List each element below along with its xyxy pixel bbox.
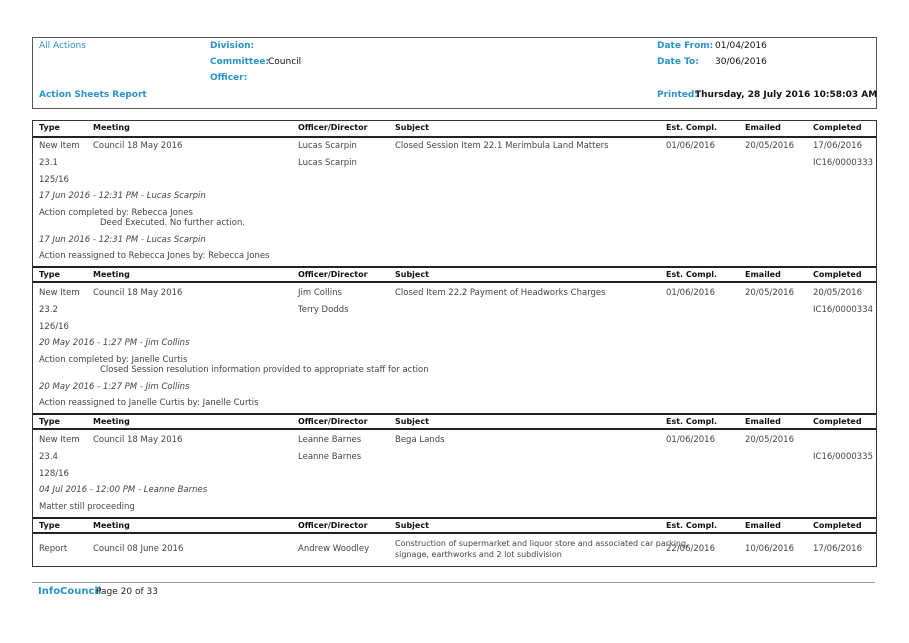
report-title: Action Sheets Report: [39, 90, 147, 100]
col-completed: Completed: [813, 417, 862, 426]
actions-table: [32, 120, 877, 567]
cell-subject: Bega Lands: [395, 435, 445, 445]
note-timestamp: 04 Jul 2016 - 12:00 PM - Leanne Barnes: [39, 485, 208, 495]
table-header-row: [33, 121, 876, 138]
cell-emailed: 10/06/2016: [745, 544, 794, 554]
cell-completed: 17/06/2016: [813, 544, 862, 554]
cell-subject-continued: signage, earthworks and 2 lot subdivision: [395, 550, 562, 559]
col-meeting: Meeting: [93, 417, 130, 426]
cell-type: New Item: [39, 288, 80, 298]
col-meeting: Meeting: [93, 270, 130, 279]
cell-officer-director: Lucas Scarpin: [298, 158, 357, 168]
all-actions-label: All Actions: [39, 41, 86, 51]
col-emailed: Emailed: [745, 123, 781, 132]
date-from-label: Date From:: [657, 41, 714, 51]
division-label: Division:: [210, 41, 255, 51]
cell-meeting: Council 08 June 2016: [93, 544, 184, 554]
col-type: Type: [39, 270, 60, 279]
note-timestamp: 17 Jun 2016 - 12:31 PM - Lucas Scarpin: [39, 191, 206, 201]
cell-est: 22/06/2016: [666, 544, 715, 554]
col-subject: Subject: [395, 123, 429, 132]
cell-officer: Leanne Barnes: [298, 435, 362, 445]
col-subject: Subject: [395, 270, 429, 279]
col-type: Type: [39, 521, 60, 530]
table-header-row: [33, 266, 876, 283]
printed-label: Printed:: [657, 90, 698, 100]
col-officer: Officer/Director: [298, 521, 368, 530]
cell-type: New Item: [39, 435, 80, 445]
col-est: Est. Compl.: [666, 270, 718, 279]
note-text: Matter still proceeding: [39, 502, 135, 512]
cell-officer-director: Leanne Barnes: [298, 452, 362, 462]
cell-resolution: 128/16: [39, 469, 69, 479]
col-meeting: Meeting: [93, 521, 130, 530]
col-type: Type: [39, 123, 60, 132]
date-from-value: 01/04/2016: [715, 41, 767, 51]
cell-est: 01/06/2016: [666, 435, 715, 445]
report-header: [32, 37, 877, 109]
col-officer: Officer/Director: [298, 270, 368, 279]
cell-officer: Jim Collins: [298, 288, 342, 298]
col-completed: Completed: [813, 123, 862, 132]
date-to-label: Date To:: [657, 57, 699, 67]
cell-type: New Item: [39, 141, 80, 151]
officer-label: Officer:: [210, 73, 248, 83]
col-emailed: Emailed: [745, 417, 781, 426]
cell-type: Report: [39, 544, 68, 554]
col-emailed: Emailed: [745, 270, 781, 279]
printed-value: Thursday, 28 July 2016 10:58:03 AM: [695, 90, 878, 100]
col-completed: Completed: [813, 521, 862, 530]
note-text: Action reassigned to Janelle Curtis by: Janelle Curtis: [39, 398, 259, 408]
note-text: Action completed by: Janelle Curtis: [39, 355, 188, 365]
table-header-row: [33, 517, 876, 534]
cell-meeting: Council 18 May 2016: [93, 435, 183, 445]
date-to-value: 30/06/2016: [715, 57, 767, 67]
cell-resolution: 125/16: [39, 175, 69, 185]
col-est: Est. Compl.: [666, 521, 718, 530]
cell-completed: 17/06/2016: [813, 141, 862, 151]
cell-emailed: 20/05/2016: [745, 435, 794, 445]
cell-meeting: Council 18 May 2016: [93, 288, 183, 298]
cell-completed: 20/05/2016: [813, 288, 862, 298]
cell-est: 01/06/2016: [666, 141, 715, 151]
col-est: Est. Compl.: [666, 417, 718, 426]
col-subject: Subject: [395, 521, 429, 530]
cell-reference: IC16/0000334: [813, 305, 873, 315]
col-type: Type: [39, 417, 60, 426]
cell-est: 01/06/2016: [666, 288, 715, 298]
cell-item-number: 23.2: [39, 305, 58, 315]
col-meeting: Meeting: [93, 123, 130, 132]
cell-officer-director: Terry Dodds: [298, 305, 349, 315]
note-text: Action reassigned to Rebecca Jones by: Rebecca Jones: [39, 251, 270, 261]
committee-value: Council: [268, 57, 302, 67]
cell-emailed: 20/05/2016: [745, 288, 794, 298]
col-completed: Completed: [813, 270, 862, 279]
cell-item-number: 23.4: [39, 452, 58, 462]
cell-emailed: 20/05/2016: [745, 141, 794, 151]
note-text: Action completed by: Rebecca Jones: [39, 208, 193, 218]
note-timestamp: 20 May 2016 - 1:27 PM - Jim Collins: [39, 382, 190, 392]
footer-divider: [32, 582, 875, 583]
col-subject: Subject: [395, 417, 429, 426]
col-officer: Officer/Director: [298, 123, 368, 132]
table-header-row: [33, 413, 876, 430]
note-timestamp: 17 Jun 2016 - 12:31 PM - Lucas Scarpin: [39, 235, 206, 245]
cell-officer: Andrew Woodley: [298, 544, 370, 554]
cell-subject: Closed Session Item 22.1 Merimbula Land Matters: [395, 141, 609, 151]
cell-item-number: 23.1: [39, 158, 58, 168]
cell-reference: IC16/0000333: [813, 158, 873, 168]
cell-officer: Lucas Scarpin: [298, 141, 357, 151]
col-officer: Officer/Director: [298, 417, 368, 426]
cell-resolution: 126/16: [39, 322, 69, 332]
cell-meeting: Council 18 May 2016: [93, 141, 183, 151]
col-est: Est. Compl.: [666, 123, 718, 132]
note-detail: Closed Session resolution information provided to appropriate staff for action: [100, 365, 429, 375]
footer-brand: InfoCouncil: [38, 586, 102, 597]
committee-label: Committee:: [210, 57, 270, 67]
cell-subject: Closed Item 22.2 Payment of Headworks Charges: [395, 288, 606, 298]
cell-subject: Construction of supermarket and liquor store and associated car parking,: [395, 539, 689, 548]
note-timestamp: 20 May 2016 - 1:27 PM - Jim Collins: [39, 338, 190, 348]
footer-page-number: Page 20 of 33: [96, 587, 158, 597]
col-emailed: Emailed: [745, 521, 781, 530]
note-detail: Deed Executed. No further action.: [100, 218, 246, 228]
cell-reference: IC16/0000335: [813, 452, 873, 462]
